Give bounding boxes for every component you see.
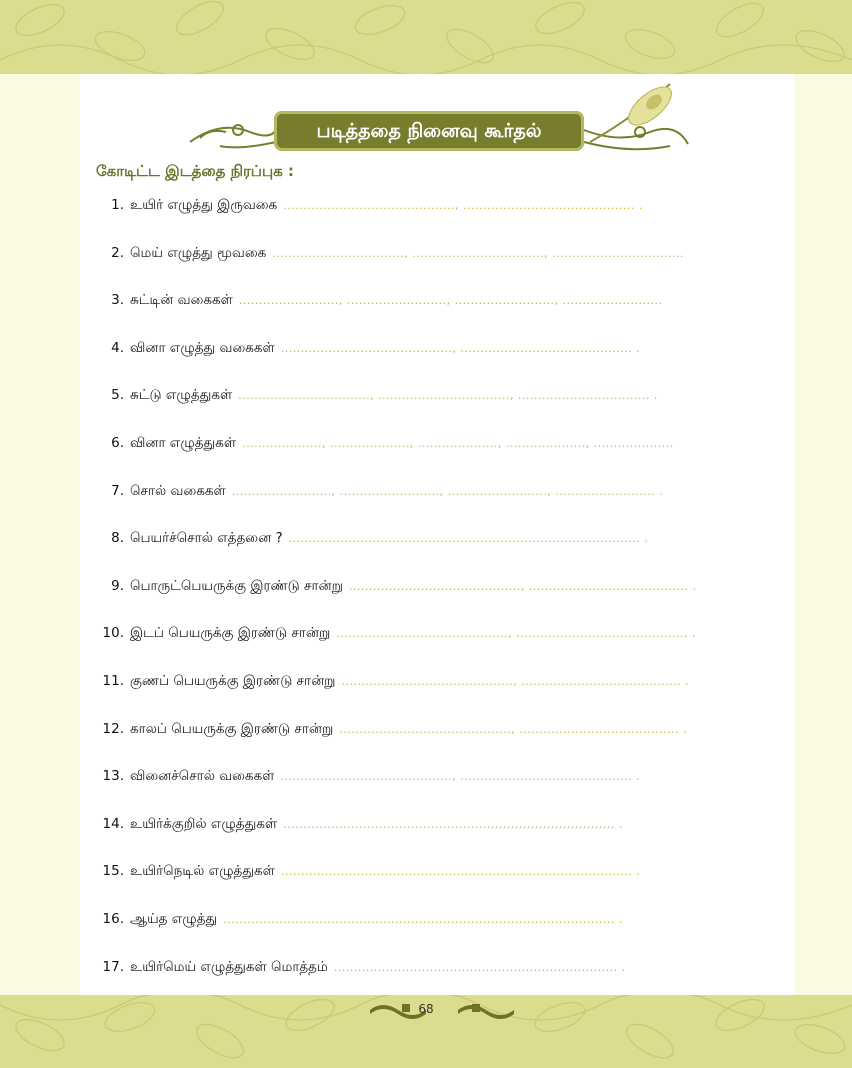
question-label: இடப் பெயருக்கு இரண்டு சான்று [130,625,331,642]
question-row [96,863,796,887]
question-row [96,340,796,364]
question-row [96,768,796,792]
question-number: 4. [111,339,124,356]
leaf-pattern [0,0,852,74]
question-label: வினைச்சொல் வகைகள் [130,768,275,785]
heading-banner [180,80,700,160]
question-number: 2. [111,244,124,261]
page-heading: படித்ததை நினைவு கூர்தல் [316,120,542,142]
answer-blank[interactable]: ..........................................., ........................................... . [280,770,641,784]
question-number: 6. [111,435,124,451]
question-number: 5. [111,387,124,404]
question-number: 3. [111,292,124,309]
answer-blank[interactable]: ..........................................., ........................................... . [280,341,641,355]
answer-blank[interactable]: ...................., ...................., ...................., ...................., .................... [242,437,674,450]
question-number: 11. [102,673,124,689]
answer-blank[interactable]: ..........................................., ........................................... . [283,199,643,212]
answer-blank[interactable]: ..........................................., ........................................... . [336,627,696,641]
question-label: உயிர்க்குறில் எழுத்துகள் [130,815,278,832]
instruction-text: கோடிட்ட இடத்தை நிரப்புக : [96,162,294,180]
question-label: உயிர் எழுத்து இருவகை [130,197,278,213]
question-row [96,245,796,269]
question-number: 9. [111,577,124,594]
question-label: வினா எழுத்து வகைகள் [130,339,275,356]
question-number: 8. [111,530,124,547]
question-number: 14. [102,815,124,832]
answer-blank[interactable]: ....................................................................... . [333,960,626,974]
question-label: காலப் பெயருக்கு இரண்டு சான்று [130,720,334,737]
question-label: குணப் பெயருக்கு இரண்டு சான்று [130,673,336,689]
question-label: பெயர்ச்சொல் எத்தனை ? [130,530,283,547]
right-margin [794,74,852,995]
question-row [96,625,796,649]
question-label: ஆய்த எழுத்து [130,911,218,927]
question-label: சுட்டு எழுத்துகள் [130,387,233,404]
answer-blank[interactable]: ................................., ................................., ................................. [272,246,684,260]
top-decorative-band [0,0,852,74]
answer-blank[interactable]: ..........................................., ........................................ . [348,579,697,593]
question-number: 1. [111,197,124,213]
answer-blank[interactable]: ................................., ................................., ................................. . [238,389,658,403]
question-row [96,673,796,697]
right-footer-ornament-icon [456,998,516,1022]
question-row [96,483,796,507]
answer-blank[interactable]: ........................................................................................ . [280,865,641,879]
question-number: 15. [102,863,124,880]
left-margin [0,74,80,995]
answer-blank[interactable]: ..........................................., ........................................ . [341,675,690,688]
answer-blank[interactable]: .................................................................................................. . [223,913,623,926]
page-number: 68 [418,1002,434,1016]
question-number: 10. [102,625,124,642]
question-row [96,959,796,983]
question-row [96,387,796,411]
question-label: பொருட்பெயருக்கு இரண்டு சான்று [130,577,343,594]
heading-box [274,111,584,151]
question-label: சுட்டின் வகைகள் [130,292,233,309]
question-label: மெய் எழுத்து மூவகை [130,244,267,261]
question-row [96,530,796,554]
question-row [96,578,796,602]
answer-blank[interactable]: ..........................................., ........................................ . [339,722,687,736]
question-label: வினா எழுத்துகள் [130,435,237,451]
question-row [96,721,796,745]
answer-blank[interactable]: ........................., ........................., ........................., ......................... . [231,484,664,498]
peacock-feather-icon [590,80,678,142]
question-row [96,435,796,459]
question-label: உயிர்மெய் எழுத்துகள் மொத்தம் [130,958,328,975]
question-label: சொல் வகைகள் [130,482,226,499]
question-number: 7. [111,482,124,499]
question-row [96,292,796,316]
answer-blank[interactable]: ........................., ........................., ........................., ......................... [238,294,663,308]
answer-blank[interactable]: ................................................................................... . [283,817,623,831]
question-row [96,197,796,221]
question-number: 13. [102,768,124,785]
answer-blank[interactable]: ........................................................................................ . [288,532,649,546]
question-label: உயிர்நெடில் எழுத்துகள் [130,863,275,880]
question-row [96,816,796,840]
question-number: 16. [102,911,124,927]
question-row [96,911,796,935]
question-number: 12. [102,720,124,737]
question-number: 17. [102,958,124,975]
